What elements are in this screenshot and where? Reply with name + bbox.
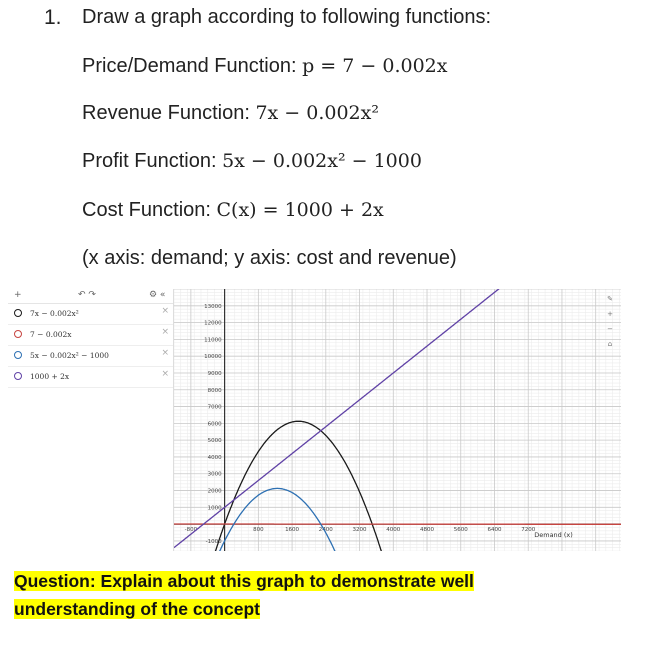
- expression-row[interactable]: [8, 346, 173, 367]
- y-tick-label: 4000: [207, 454, 222, 461]
- panel-toolbar: [8, 289, 173, 304]
- x-tick-label: 5600: [453, 527, 468, 534]
- color-dot-icon[interactable]: [14, 309, 22, 317]
- y-tick-label: 1000: [207, 505, 222, 512]
- revenue-math: 7x − 0.002x²: [255, 102, 379, 124]
- undo-redo-buttons[interactable]: ↶ ↷: [78, 290, 96, 300]
- profit-label: Profit Function:: [82, 150, 223, 172]
- pencil-icon[interactable]: ✎: [607, 295, 613, 303]
- profit-math: 5x − 0.002x² − 1000: [222, 150, 422, 172]
- settings-collapse-buttons[interactable]: ⚙ «: [149, 290, 166, 300]
- x-axis-label: Demand (x): [534, 531, 573, 540]
- color-dot-icon[interactable]: [14, 372, 22, 380]
- expression-row[interactable]: [8, 367, 173, 388]
- question-line-2: understanding of the concept: [14, 599, 260, 619]
- add-expression-button[interactable]: +: [14, 290, 22, 300]
- y-tick-label: 8000: [207, 387, 222, 394]
- delete-icon[interactable]: ×: [161, 369, 169, 379]
- delete-icon[interactable]: ×: [161, 348, 169, 358]
- cost-function: [82, 199, 384, 222]
- cost-label: Cost Function:: [82, 199, 217, 221]
- y-tick-label: 2000: [207, 488, 222, 495]
- revenue-function: [82, 102, 379, 125]
- series-line: [174, 289, 621, 548]
- color-dot-icon[interactable]: [14, 351, 22, 359]
- y-tick-label: 9000: [207, 370, 222, 377]
- expression-row[interactable]: [8, 304, 173, 325]
- graph-canvas[interactable]: [174, 289, 621, 551]
- y-tick-label: 13000: [204, 303, 222, 310]
- revenue-label: Revenue Function:: [82, 102, 256, 124]
- x-tick-label: 1600: [285, 527, 300, 534]
- x-tick-label: -800: [184, 527, 198, 534]
- x-tick-label: 4000: [386, 527, 401, 534]
- question-title: Draw a graph according to following functions:: [82, 6, 492, 28]
- price-function: [82, 55, 447, 78]
- x-tick-label: 7200: [521, 527, 536, 534]
- x-tick-label: 3200: [352, 527, 367, 534]
- x-tick-label: 2400: [318, 527, 333, 534]
- y-tick-label: 7000: [207, 404, 222, 411]
- question-number: 1.: [44, 6, 62, 29]
- series-line: [174, 488, 621, 551]
- home-icon[interactable]: ⌂: [607, 340, 613, 348]
- delete-icon[interactable]: ×: [161, 306, 169, 316]
- cost-math: C(x) = 1000 + 2x: [216, 199, 384, 221]
- y-tick-label: 12000: [204, 320, 222, 327]
- footer-question: [14, 567, 474, 623]
- x-tick-label: 4800: [420, 527, 435, 534]
- expression-panel: [8, 289, 174, 551]
- zoom-out-icon[interactable]: −: [607, 325, 613, 333]
- question-line-1: Question: Explain about this graph to demonstrate well: [14, 571, 474, 591]
- graph-tools: [604, 292, 616, 352]
- y-tick-label: 3000: [207, 471, 222, 478]
- x-tick-label: 6400: [487, 527, 502, 534]
- expression-row[interactable]: [8, 325, 173, 346]
- price-math: p = 7 − 0.002x: [302, 55, 448, 77]
- expression-text[interactable]: 7x − 0.002x²: [30, 309, 79, 318]
- expression-text[interactable]: 1000 + 2x: [30, 372, 70, 381]
- expression-text[interactable]: 7 − 0.002x: [30, 330, 72, 339]
- y-tick-label: 11000: [204, 337, 222, 344]
- y-tick-label: 10000: [204, 354, 222, 361]
- x-tick-label: 800: [253, 527, 264, 534]
- profit-function: [82, 150, 422, 173]
- color-dot-icon[interactable]: [14, 330, 22, 338]
- y-tick-label: -1000: [205, 538, 222, 545]
- price-label: Price/Demand Function:: [82, 55, 303, 77]
- axis-note: (x axis: demand; y axis: cost and revenue): [82, 247, 457, 269]
- expression-text[interactable]: 5x − 0.002x² − 1000: [30, 351, 109, 360]
- y-tick-label: 5000: [207, 438, 222, 445]
- y-tick-label: 6000: [207, 421, 222, 428]
- zoom-in-icon[interactable]: +: [607, 310, 613, 318]
- delete-icon[interactable]: ×: [161, 327, 169, 337]
